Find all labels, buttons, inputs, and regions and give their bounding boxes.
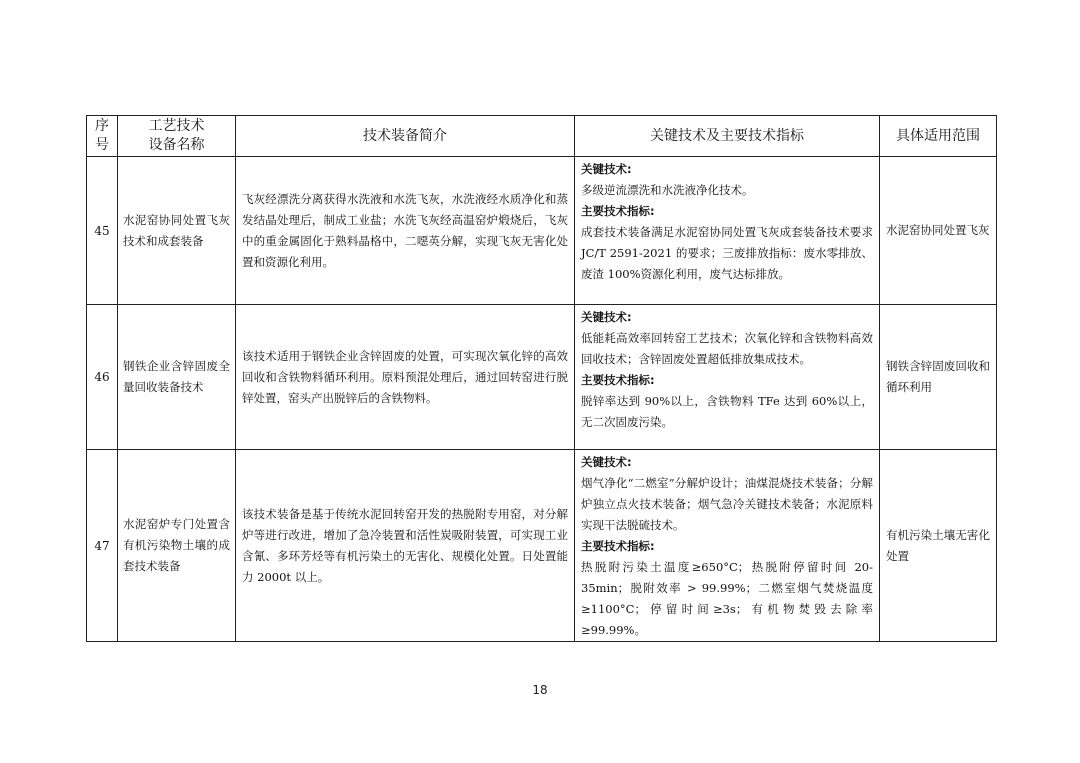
- table-header-row: [87, 116, 997, 157]
- application-scope: 钢铁含锌固废回收和循环利用: [880, 305, 997, 450]
- key-technology-label: 关键技术:: [581, 455, 632, 469]
- equipment-name: 水泥窑炉专门处置含有机污染物土壤的成套技术装备: [118, 450, 236, 642]
- equipment-introduction: 该技术装备是基于传统水泥回转窑开发的热脱附专用窑，对分解炉等进行改进，增加了急冷装置和活性炭吸附装置，可实现工业含氰、多环芳烃等有机污染土的无害化、规模化处置。日处置能力 2000t 以上。: [236, 450, 575, 642]
- application-scope: 水泥窑协同处置飞灰: [880, 157, 997, 305]
- header-equipment-name: 工艺技术 设备名称: [118, 116, 236, 157]
- table-row: [87, 305, 997, 450]
- equipment-introduction: 该技术适用于钢铁企业含锌固废的处置，可实现次氧化锌的高效回收和含铁物料循环利用。原料预混处理后，通过回转窑进行脱锌处置，窑头产出脱锌后的含铁物料。: [236, 305, 575, 450]
- row-number: 46: [87, 305, 118, 450]
- indicator-text: 脱锌率达到 90%以上，含铁物料 TFe 达到 60%以上，无二次固废污染。: [581, 394, 873, 429]
- page-number: 18: [532, 683, 548, 697]
- equipment-name: 水泥窑协同处置飞灰技术和成套装备: [118, 157, 236, 305]
- row-number: 45: [87, 157, 118, 305]
- technology-table: [86, 115, 997, 642]
- indicator-text: 成套技术装备满足水泥窑协同处置飞灰成套装备技术要求 JC/T 2591-2021 的要求；三废排放指标：废水零排放、废渣 100%资源化利用，废气达标排放。: [581, 225, 873, 281]
- header-serial-number: 序 号: [87, 116, 118, 157]
- key-technology-text: 烟气净化“二燃室”分解炉设计；油煤混烧技术装备；分解炉独立点火技术装备；烟气急冷关键技术装备；水泥原料实现干法脱硫技术。: [581, 476, 873, 532]
- header-introduction: 技术装备简介: [236, 116, 575, 157]
- table-row: [87, 450, 997, 642]
- equipment-introduction: 飞灰经漂洗分离获得水洗液和水洗飞灰，水洗液经水质净化和蒸发结晶处理后，制成工业盐；水洗飞灰经高温窑炉煅烧后，飞灰中的重金属固化于熟料晶格中，二噁英分解，实现飞灰无害化处置和资源化利用。: [236, 157, 575, 305]
- indicator-label: 主要技术指标:: [581, 204, 655, 218]
- indicator-text: 热脱附污染土温度≥650°C；热脱附停留时间 20-35min；脱附效率 > 99.99%；二燃室烟气焚烧温度≥1100°C；停留时间≥3s；有机物焚毁去除率≥99.99%。: [581, 560, 873, 637]
- key-technology-text: 低能耗高效率回转窑工艺技术；次氧化锌和含铁物料高效回收技术；含锌固废处置超低排放集成技术。: [581, 331, 873, 366]
- row-number: 47: [87, 450, 118, 642]
- key-technology-cell: [575, 450, 880, 642]
- header-key-technology: 关键技术及主要技术指标: [575, 116, 880, 157]
- key-technology-cell: [575, 305, 880, 450]
- key-technology-label: 关键技术:: [581, 162, 632, 176]
- indicator-label: 主要技术指标:: [581, 373, 655, 387]
- key-technology-text: 多级逆流漂洗和水洗液净化技术。: [581, 183, 754, 197]
- indicator-label: 主要技术指标:: [581, 539, 655, 553]
- equipment-name: 钢铁企业含锌固废全量回收装备技术: [118, 305, 236, 450]
- header-scope: 具体适用范围: [880, 116, 997, 157]
- table-row: [87, 157, 997, 305]
- key-technology-label: 关键技术:: [581, 310, 632, 324]
- application-scope: 有机污染土壤无害化处置: [880, 450, 997, 642]
- key-technology-cell: [575, 157, 880, 305]
